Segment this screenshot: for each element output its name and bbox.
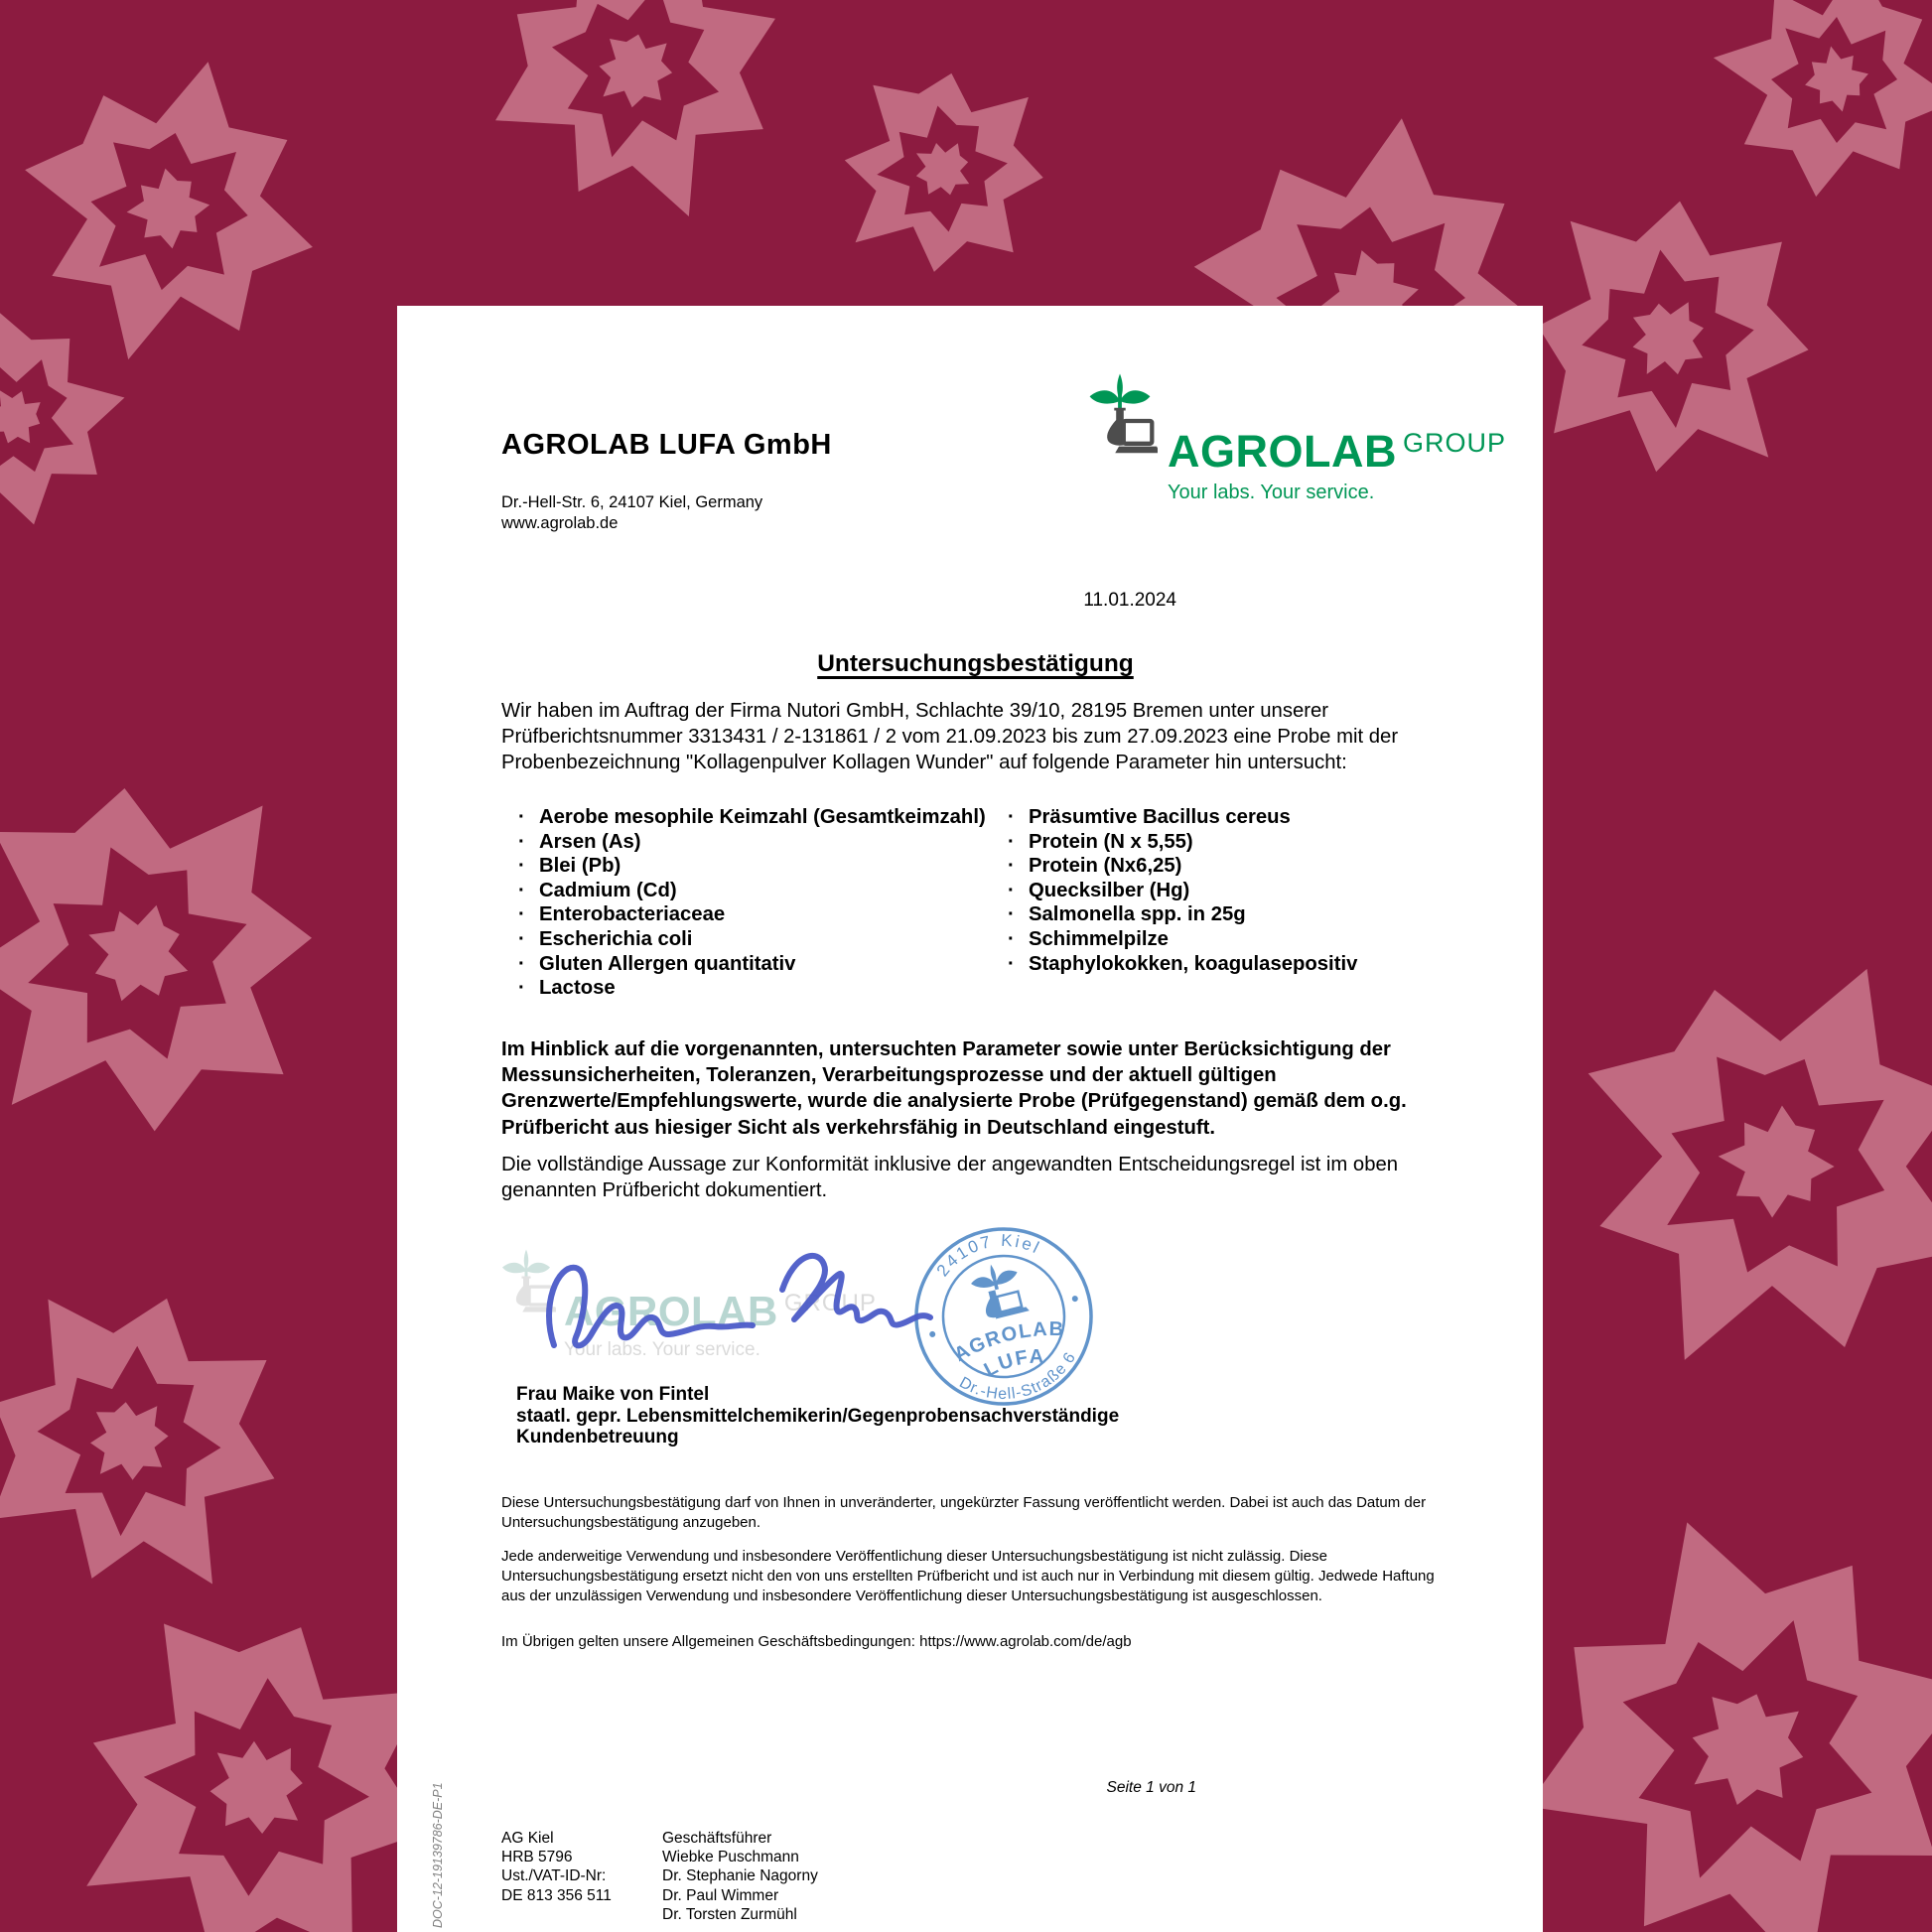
document-page [397, 306, 1543, 1932]
signer-title: staatl. gepr. Lebensmittelchemikerin/Gegenprobensachverständige [516, 1405, 1120, 1427]
company-website: www.agrolab.de [501, 514, 619, 532]
parameter-lists [501, 805, 1452, 1001]
parameter-item: · Protein (Nx6,25) [1006, 854, 1357, 879]
stamp-brand-text: AGROLAB [950, 1317, 1065, 1367]
signer-name: Frau Maike von Fintel [516, 1384, 710, 1405]
parameter-item: · Cadmium (Cd) [516, 879, 1006, 903]
parameter-item: · Escherichia coli [516, 927, 1006, 952]
watermark-suffix: GROUP [783, 1290, 877, 1316]
registry-line: Ust./VAT-ID-Nr: [501, 1867, 607, 1885]
agrolab-logo [1082, 371, 1506, 504]
legal-paragraph-1: Diese Untersuchungsbestätigung darf von Ihnen in unveränderter, ungekürzter Fassung veröffentlicht werden. Dabei ist auch das Datum der Untersuchungsbestätigung anzugeben. [501, 1494, 1427, 1531]
parameter-item: · Lactose [516, 976, 1006, 1001]
parameter-item: · Salmonella spp. in 25g [1006, 902, 1357, 927]
footer-registry-block [501, 1829, 818, 1924]
watermark-wordmark: AGROLAB [564, 1288, 778, 1334]
handwritten-signature [536, 1244, 933, 1363]
legal-paragraph-2: Jede anderweitige Verwendung und insbesondere Veröffentlichung dieser Untersuchungsbestätigung ist nicht zulässig. Diese Untersuchungsbestätigung ersetzt nicht den von uns erstellten Prüfbericht und ist auch nur in Verbindung mit diesem gültig. Jedwede Haftung aus der unzulässigen Verwendung und insbesondere Veröffentlichung dieser Untersuchungsbestätigung ist ausgeschlossen. [501, 1548, 1435, 1604]
plant-flask-laptop-icon [1082, 371, 1158, 471]
intro-paragraph: Wir haben im Auftrag der Firma Nutori GmbH, Schlachte 39/10, 28195 Bremen unter unserer Prüfberichtsnummer 3313431 / 2-131861 / 2 vom 21.09.2023 bis zum 27.09.2023 eine Probe mit der Probenbezeichnung "Kollagenpulver Kollagen Wunder" auf folgende Parameter hin untersucht: [501, 700, 1399, 774]
parameter-list-right [1006, 805, 1357, 1001]
brand-tagline: Your labs. Your service. [1168, 482, 1375, 503]
company-address: Dr.-Hell-Str. 6, 24107 Kiel, Germany [501, 493, 763, 511]
registry-line: HRB 5796 [501, 1849, 573, 1866]
management-label: Geschäftsführer [662, 1830, 772, 1847]
conclusion-paragraph: Im Hinblick auf die vorgenannten, untersuchten Parameter sowie unter Berücksichtigung der Messunsicherheiten, Toleranzen, Verarbeitungsprozesse und der aktuell gültigen Grenzwerte/Empfehlungswerte, wurde die analysierte Probe (Prüfgegenstand) gemäß dem o.g. Prüfbericht aus hiesiger Sicht als verkehrsfähig in Deutschland eingestuft. [501, 1038, 1407, 1139]
document-date: 11.01.2024 [1083, 590, 1176, 611]
stamp-plant-flask-icon [968, 1258, 1030, 1322]
conformity-paragraph: Die vollständige Aussage zur Konformität inklusive der angewandten Entscheidungsregel ist im oben genannten Prüfbericht dokumentiert. [501, 1154, 1399, 1202]
management-name: Dr. Stephanie Nagorny [662, 1867, 818, 1885]
stamp-lufa-text: LUFA [980, 1345, 1046, 1382]
parameter-item: · Gluten Allergen quantitativ [516, 952, 1006, 977]
company-name: AGROLAB LUFA GmbH [501, 429, 832, 461]
signer-block [516, 1384, 1119, 1449]
brand-suffix: GROUP [1402, 428, 1506, 458]
watermark-tagline: Your labs. Your service. [564, 1339, 760, 1360]
document-title: Untersuchungsbestätigung [817, 650, 1134, 677]
management-name: Dr. Paul Wimmer [662, 1886, 779, 1904]
page-indicator: Seite 1 von 1 [1106, 1779, 1196, 1796]
parameter-item: · Präsumtive Bacillus cereus [1006, 805, 1357, 830]
stamp-bottom-text: Dr.-Hell-Straße 6 [956, 1348, 1080, 1404]
legal-paragraph-3: Im Übrigen gelten unsere Allgemeinen Geschäftsbedingungen: https://www.agrolab.com/de/agb [501, 1633, 1132, 1650]
registry-line: DE 813 356 511 [501, 1886, 612, 1904]
management-name: Dr. Torsten Zurmühl [662, 1905, 797, 1923]
management-name: Wiebke Puschmann [662, 1849, 799, 1866]
registry-column [501, 1829, 662, 1924]
parameter-item: · Staphylokokken, koagulasepositiv [1006, 952, 1357, 977]
registry-line: AG Kiel [501, 1830, 554, 1847]
signer-role: Kundenbetreuung [516, 1427, 679, 1448]
parameter-list-left [516, 805, 1006, 1001]
parameter-item: · Protein (N x 5,55) [1006, 830, 1357, 855]
document-code: DOC-12-19139786-DE-P1 [431, 1782, 445, 1928]
parameter-item: · Arsen (As) [516, 830, 1006, 855]
management-column [662, 1829, 818, 1924]
parameter-item: · Enterobacteriaceae [516, 902, 1006, 927]
stamp-top-text: 24107 Kiel [932, 1230, 1044, 1281]
parameter-item: · Schimmelpilze [1006, 927, 1357, 952]
company-address-block [501, 492, 762, 534]
parameter-item: · Quecksilber (Hg) [1006, 879, 1357, 903]
brand-wordmark: AGROLAB [1168, 426, 1397, 477]
parameter-item: · Blei (Pb) [516, 854, 1006, 879]
parameter-item: · Aerobe mesophile Keimzahl (Gesamtkeimzahl) [516, 805, 1006, 830]
